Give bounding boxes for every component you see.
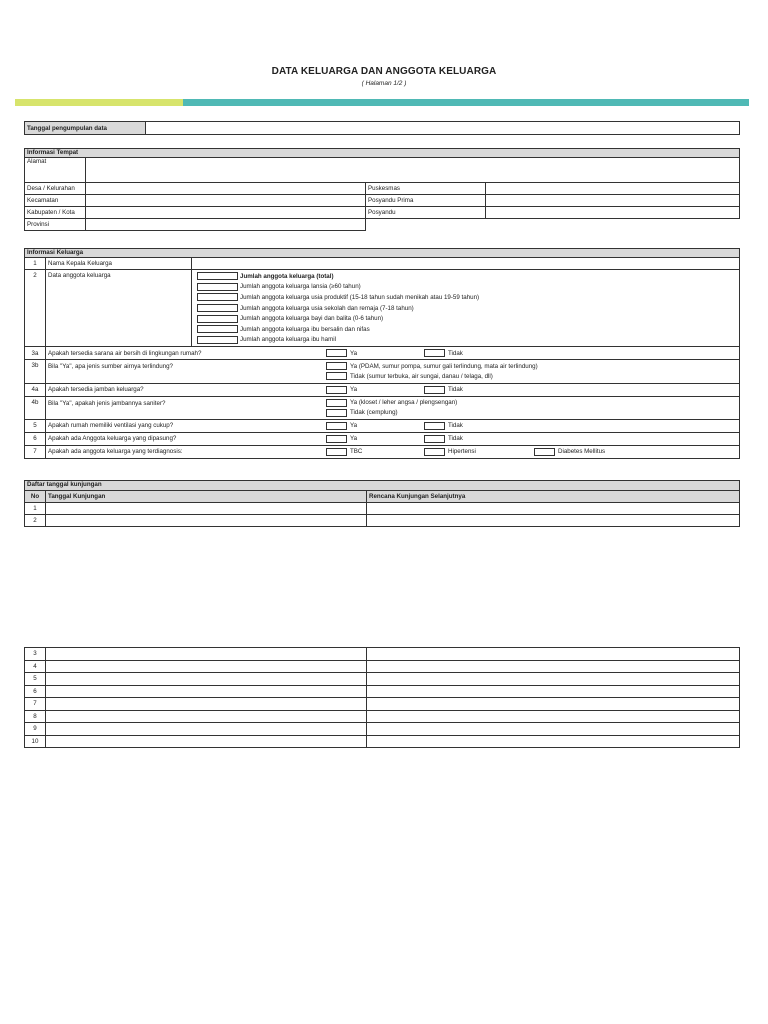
- tanggal-cell[interactable]: [46, 515, 367, 527]
- option-tidak: Tidak: [448, 349, 463, 357]
- row-6-question: Apakah ada Anggota keluarga yang dipasung?: [48, 435, 177, 443]
- anggota-item: Jumlah anggota keluarga usia sekolah dan remaja (7-18 tahun): [240, 304, 414, 312]
- kecamatan-field[interactable]: [86, 195, 366, 207]
- tanggal-cell[interactable]: [46, 673, 367, 686]
- rencana-cell[interactable]: [367, 515, 740, 527]
- table-row-no: 7: [25, 698, 46, 711]
- row-3b-no: 3b: [25, 360, 46, 383]
- row-2-question: Data anggota keluarga: [46, 270, 192, 347]
- posyandu-field[interactable]: [486, 207, 740, 219]
- option-tbc: TBC: [350, 448, 363, 456]
- row-3b-question: Bila "Ya", apa jenis sumber airnya terlindung?: [48, 363, 174, 371]
- row-3a-no: 3a: [25, 347, 46, 360]
- row-3a-question: Apakah tersedia sarana air bersih di lingkungan rumah?: [48, 349, 202, 357]
- table-row-no: 9: [25, 723, 46, 736]
- option-ya: Ya: [350, 422, 358, 430]
- posyandu-prima-field[interactable]: [486, 195, 740, 207]
- anggota-item: Jumlah anggota keluarga ibu bersalin dan nifas: [240, 325, 370, 333]
- option-hipertensi: Hipertensi: [448, 448, 476, 456]
- desa-field[interactable]: [86, 183, 366, 195]
- option-tidak: Tidak: [448, 435, 463, 443]
- tanggal-cell[interactable]: [46, 648, 367, 661]
- row-4a-question: Apakah tersedia jamban keluarga?: [48, 386, 144, 394]
- row-5: [46, 419, 740, 432]
- option-ya: Ya: [350, 435, 358, 443]
- table-row-no: 5: [25, 673, 46, 686]
- checkbox-tidak[interactable]: [326, 372, 347, 380]
- table-row-no: 1: [25, 503, 46, 515]
- tanggal-cell[interactable]: [46, 685, 367, 698]
- checkbox-diabetes[interactable]: [534, 448, 555, 456]
- tanggal-cell[interactable]: [46, 503, 367, 515]
- table-row-no: 2: [25, 515, 46, 527]
- tanggal-field[interactable]: [146, 122, 740, 135]
- desa-label: Desa / Kelurahan: [25, 183, 86, 195]
- tempat-table: [24, 148, 740, 231]
- page-subtitle: ( Halaman 1/2 ): [361, 80, 407, 87]
- empty-cell: [366, 219, 740, 231]
- anggota-item: Jumlah anggota keluarga usia produktif (15-18 tahun sudah menikah atau 19-59 tahun): [240, 293, 480, 301]
- kunjungan-table-continued: [24, 647, 740, 748]
- tanggal-label: Tanggal pengumpulan data: [25, 122, 146, 135]
- rencana-cell[interactable]: [367, 723, 740, 736]
- tanggal-cell[interactable]: [46, 698, 367, 711]
- row-4a: [46, 383, 740, 396]
- provinsi-label: Provinsi: [25, 219, 86, 231]
- tanggal-table: [24, 121, 740, 135]
- col-tanggal: Tanggal Kunjungan: [46, 491, 367, 503]
- rencana-cell[interactable]: [367, 660, 740, 673]
- row-1-no: 1: [25, 258, 46, 270]
- tanggal-cell[interactable]: [46, 735, 367, 748]
- row-7-question: Apakah ada anggota keluarga yang terdiagnosis:: [48, 448, 183, 456]
- anggota-item: Jumlah anggota keluarga lansia (≥60 tahun): [240, 283, 361, 291]
- option-tidak: Tidak: [448, 422, 463, 430]
- count-box[interactable]: [197, 272, 238, 280]
- checkbox-ya[interactable]: [326, 386, 347, 394]
- kabupaten-label: Kabupaten / Kota: [25, 207, 86, 219]
- table-row-no: 4: [25, 660, 46, 673]
- checkbox-tidak[interactable]: [424, 349, 445, 357]
- checkbox-tidak[interactable]: [424, 422, 445, 430]
- row-3a: [46, 347, 740, 360]
- table-row-no: 10: [25, 735, 46, 748]
- count-box[interactable]: [197, 304, 238, 312]
- provinsi-field[interactable]: [86, 219, 366, 231]
- row-3b: [46, 360, 740, 383]
- alamat-label: Alamat: [25, 158, 86, 183]
- tanggal-cell[interactable]: [46, 723, 367, 736]
- tempat-heading: Informasi Tempat: [25, 149, 740, 158]
- col-rencana: Rencana Kunjungan Selanjutnya: [367, 491, 740, 503]
- checkbox-tidak[interactable]: [326, 409, 347, 417]
- accent-bar-teal: [183, 99, 749, 106]
- table-row-no: 6: [25, 685, 46, 698]
- rencana-cell[interactable]: [367, 710, 740, 723]
- kecamatan-label: Kecamatan: [25, 195, 86, 207]
- row-4b: [46, 396, 740, 419]
- rencana-cell[interactable]: [367, 648, 740, 661]
- row-1-question: Nama Kepala Keluarga: [46, 258, 192, 270]
- option-diabetes: Diabetes Mellitus: [558, 448, 606, 456]
- checkbox-tbc[interactable]: [326, 448, 347, 456]
- option-tidak: Tidak: [448, 386, 463, 394]
- row-5-question: Apakah rumah memiliki ventilasi yang cukup?: [48, 422, 174, 430]
- option-ya: Ya: [350, 386, 358, 394]
- option-tidak: Tidak (cemplung): [350, 409, 398, 417]
- row-5-no: 5: [25, 419, 46, 432]
- count-box[interactable]: [197, 325, 238, 333]
- tanggal-cell[interactable]: [46, 710, 367, 723]
- row-6: [46, 432, 740, 445]
- rencana-cell[interactable]: [367, 735, 740, 748]
- kepala-keluarga-field[interactable]: [192, 258, 740, 270]
- tanggal-cell[interactable]: [46, 660, 367, 673]
- rencana-cell[interactable]: [367, 673, 740, 686]
- col-no: No: [25, 491, 46, 503]
- anggota-item: Jumlah anggota keluarga ibu hamil: [240, 336, 336, 344]
- alamat-field[interactable]: [86, 158, 740, 183]
- rencana-cell[interactable]: [367, 503, 740, 515]
- checkbox-ya[interactable]: [326, 399, 347, 407]
- checkbox-ya[interactable]: [326, 349, 347, 357]
- table-row-no: 8: [25, 710, 46, 723]
- puskesmas-field[interactable]: [486, 183, 740, 195]
- checkbox-hipertensi[interactable]: [424, 448, 445, 456]
- checkbox-tidak[interactable]: [424, 435, 445, 443]
- checkbox-ya[interactable]: [326, 435, 347, 443]
- row-7-no: 7: [25, 445, 46, 458]
- rencana-cell[interactable]: [367, 685, 740, 698]
- row-2-no: 2: [25, 270, 46, 347]
- kunjungan-heading: Daftar tanggal kunjungan: [25, 481, 740, 491]
- kabupaten-field[interactable]: [86, 207, 366, 219]
- count-box[interactable]: [197, 283, 238, 291]
- row-7: [46, 445, 740, 458]
- anggota-list: [192, 270, 740, 347]
- row-4b-no: 4b: [25, 396, 46, 419]
- puskesmas-label: Puskesmas: [366, 183, 486, 195]
- anggota-item: Jumlah anggota keluarga (total): [240, 272, 334, 280]
- option-ya: Ya (PDAM, sumur pompa, sumur gali terlindung, mata air terlindung): [350, 362, 538, 370]
- posyandu-label: Posyandu: [366, 207, 486, 219]
- checkbox-tidak[interactable]: [424, 386, 445, 394]
- rencana-cell[interactable]: [367, 698, 740, 711]
- option-ya: Ya: [350, 349, 358, 357]
- row-6-no: 6: [25, 432, 46, 445]
- table-row-no: 3: [25, 648, 46, 661]
- posyandu-prima-label: Posyandu Prima: [366, 195, 486, 207]
- accent-bar-green: [15, 99, 183, 106]
- page-title: DATA KELUARGA DAN ANGGOTA KELUARGA: [271, 66, 497, 77]
- kunjungan-table: [24, 480, 740, 527]
- row-4b-question: Bila "Ya", apakah jenis jambannya saniter?: [48, 399, 166, 407]
- keluarga-table: [24, 248, 740, 459]
- checkbox-ya[interactable]: [326, 362, 347, 370]
- count-box[interactable]: [197, 336, 238, 344]
- checkbox-ya[interactable]: [326, 422, 347, 430]
- option-ya: Ya (kloset / leher angsa / plengsengan): [350, 399, 458, 407]
- count-box[interactable]: [197, 293, 238, 301]
- row-4a-no: 4a: [25, 383, 46, 396]
- keluarga-heading: Informasi Keluarga: [25, 249, 740, 258]
- anggota-item: Jumlah anggota keluarga bayi dan balita (0-6 tahun): [240, 315, 384, 323]
- count-box[interactable]: [197, 315, 238, 323]
- option-tidak: Tidak (sumur terbuka, air sungai, danau / telaga, dll): [350, 372, 493, 380]
